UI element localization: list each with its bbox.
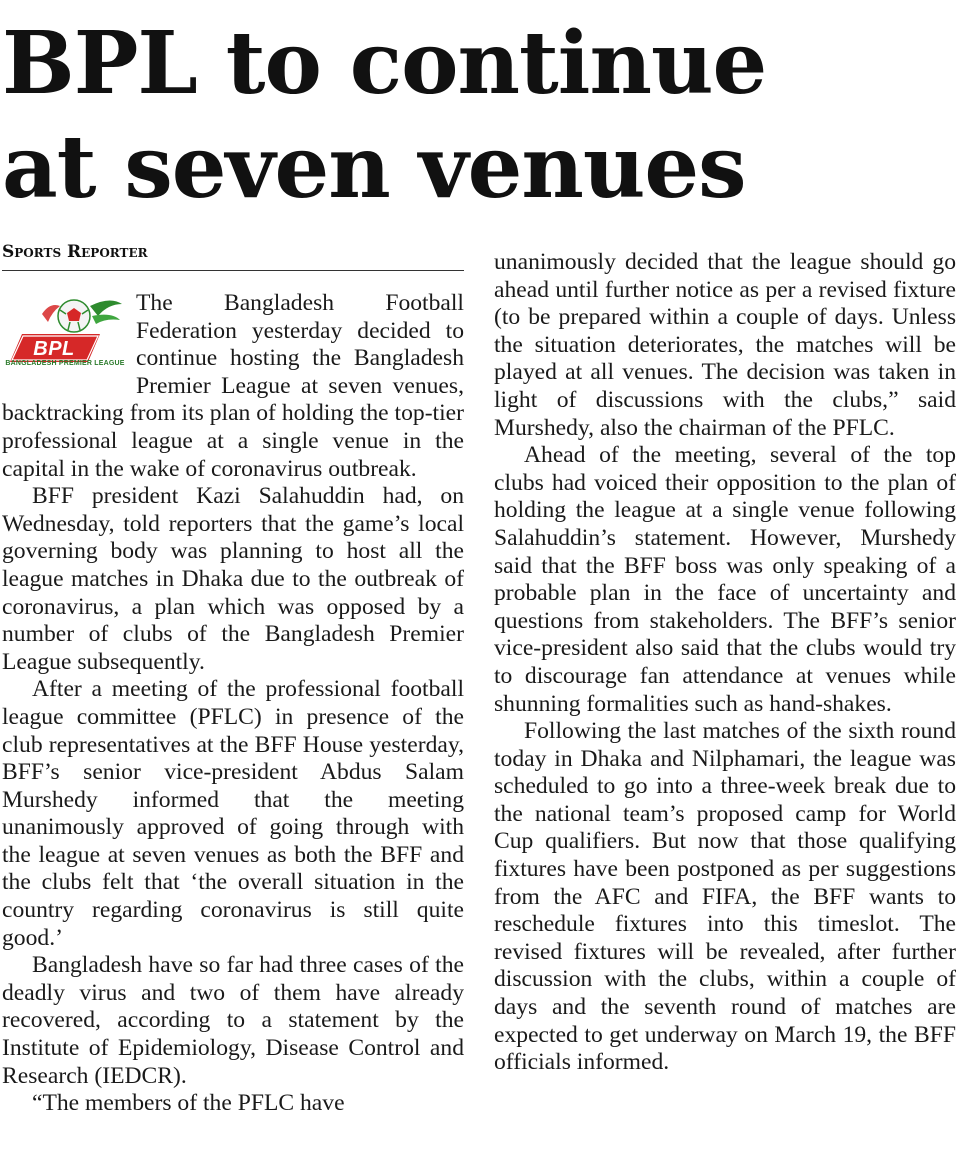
paragraph: “The members of the PFLC have bbox=[32, 1090, 345, 1117]
headline-line-2: at seven venues bbox=[2, 117, 746, 218]
article-headline bbox=[2, 12, 952, 220]
paragraph: After a meeting of the professional football league committee (PFLC) in presence of the club representatives at the BFF House yesterday, BFF’s senior vice-president Abdus Salam Murshedy informed that the meeting unanimously approved of going through with the league at seven venues as both the BFF and the clubs felt that ‘the overall situation in the country regarding coronavirus is still quite good.’ bbox=[2, 676, 464, 951]
paragraph: Ahead of the meeting, several of the top clubs had voiced their opposition to the plan of holding the league at a single venue following Salahuddin’s statement. However, Murshedy said that the BFF boss was only speaking of a probable plan in the face of uncertainty and questions from stakeholders. The BFF’s senior vice-president also said that the clubs would try to discourage fan attendance at venues while shunning formalities such as hand-shakes. bbox=[494, 442, 956, 717]
paragraph: Bangladesh have so far had three cases of the deadly virus and two of them have already recovered, according to a statement by the Institute of Epidemiology, Disease Control and Research (IEDCR). bbox=[2, 952, 464, 1089]
byline: Sports Reporter bbox=[2, 242, 464, 271]
headline-line-1: BPL to continue bbox=[2, 13, 767, 114]
bpl-logo bbox=[2, 294, 128, 378]
paragraph: The Bangladesh Football Federation yesterday decided to continue hosting the Bangladesh Premier League at seven venues, backtracking from its plan of holding the top-tier professional league at a single venue in the capital in the wake of coronavirus outbreak. bbox=[2, 290, 464, 482]
logo-text: BPL bbox=[33, 338, 75, 360]
paragraph: Following the last matches of the sixth round today in Dhaka and Nilphamari, the league was scheduled to go into a three-week break due to the national team’s proposed camp for World Cup qualifiers. But now that those qualifying fixtures have been postponed as per suggestions from the AFC and FIFA, the BFF wants to reschedule fixtures into this timeslot. The revised fixtures will be revealed, after further discussion with the clubs, within a couple of days and the seventh round of matches are expected to get underway on March 19, the BFF officials informed. bbox=[494, 718, 956, 1076]
article-column-left bbox=[2, 290, 464, 1118]
paragraph: unanimously decided that the league should go ahead until further notice as per a revised fixture (to be prepared within a couple of days. Unless the situation deteriorates, the matches will be played at all venues. The decision was taken in light of discussions with the clubs,” said Murshedy, also the chairman of the PFLC. bbox=[494, 249, 956, 441]
logo-caption: BANGLADESH PREMIER LEAGUE bbox=[5, 360, 125, 368]
paragraph: BFF president Kazi Salahuddin had, on Wednesday, told reporters that the game’s local governing body was planning to host all the league matches in Dhaka due to the outbreak of coronavirus, a plan which was opposed by a number of clubs of the Bangladesh Premier League subsequently. bbox=[2, 483, 464, 675]
article-column-right bbox=[494, 249, 956, 1077]
